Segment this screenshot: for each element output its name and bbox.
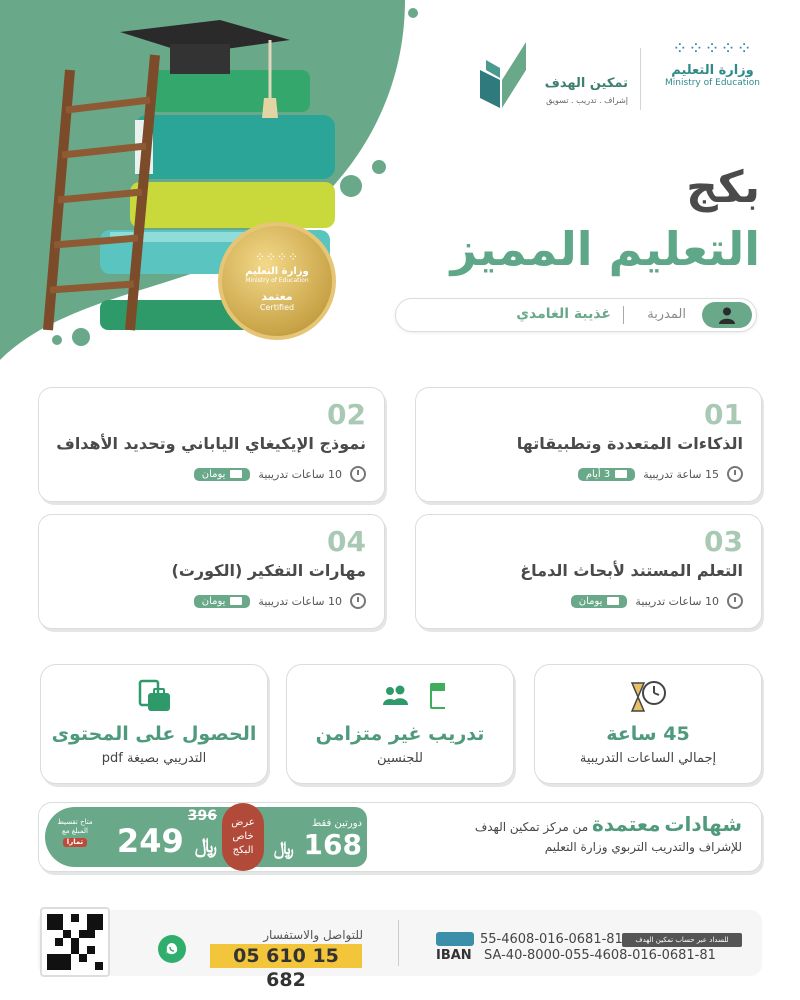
course-hours: 15 ساعة تدريبية — [643, 467, 719, 481]
installment-note — [50, 818, 100, 847]
ministry-logo — [655, 38, 770, 88]
account-number: 55-4608-016-0681-81 — [480, 932, 623, 947]
course-meta — [194, 466, 366, 482]
course-number: 02 — [327, 398, 366, 431]
trainer-name: غذيبة الغامدي — [516, 306, 611, 322]
files-briefcase-icon — [134, 679, 174, 715]
qr-code-icon — [47, 914, 103, 970]
certificates-highlight: معتمدة — [591, 812, 661, 836]
course-days-badge — [194, 595, 251, 608]
course-card-03 — [415, 514, 762, 629]
course-card-02 — [38, 387, 385, 502]
certificates-text — [475, 812, 742, 854]
contact-phone[interactable]: 05 610 15 682 — [210, 944, 362, 968]
course-days: يومان — [201, 468, 226, 480]
book-icon — [230, 597, 242, 605]
course-hours: 10 ساعات تدريبية — [258, 594, 342, 608]
center-tagline: إشراف . تدريب . تسويق — [546, 96, 628, 105]
seal-ministry-en: Ministry of Education — [245, 277, 309, 284]
trainer-divider — [623, 306, 624, 324]
book-icon — [607, 597, 619, 605]
whatsapp-icon[interactable] — [158, 935, 186, 963]
feature-title: 45 ساعة — [606, 723, 690, 745]
feature-title: تدريب غير متزامن — [315, 723, 485, 745]
course-days-badge — [578, 468, 635, 481]
calendar-people-icon — [355, 679, 445, 715]
contact-divider — [398, 920, 399, 966]
course-days: يومان — [201, 595, 226, 607]
feature-pdf-content — [40, 664, 268, 784]
moe-dots-icon: ⁘⁘⁘⁘ — [254, 250, 300, 264]
account-badge: للسداد عبر حساب تمكين الهدف — [622, 933, 742, 947]
package-label: بكج — [686, 162, 760, 213]
course-name: الذكاءات المتعددة وتطبيقاتها — [516, 434, 743, 453]
course-number: 03 — [704, 525, 743, 558]
course-meta — [194, 593, 366, 609]
course-hours: 10 ساعات تدريبية — [258, 467, 342, 481]
course-name: مهارات التفكير (الكورت) — [171, 561, 366, 580]
person-icon — [702, 302, 752, 328]
contact-title: للتواصل والاستفسار — [263, 928, 363, 942]
course-days-badge — [194, 468, 251, 481]
feature-title: الحصول على المحتوى — [51, 723, 257, 745]
feature-subtitle: للجنسين — [377, 751, 423, 766]
book-icon — [615, 470, 627, 478]
clock-icon — [727, 593, 743, 609]
course-meta — [571, 593, 743, 609]
book-icon — [230, 470, 242, 478]
hourglass-clock-icon — [628, 679, 668, 715]
course-name: نموذج الإيكيغاي الياباني وتحديد الأهداف — [56, 434, 366, 453]
clock-icon — [727, 466, 743, 482]
iban-number: SA-40-8000-055-4608-016-0681-81 — [484, 948, 716, 963]
trainer-pill — [395, 298, 757, 332]
course-card-01 — [415, 387, 762, 502]
course-name: التعلم المستند لأبحاث الدماغ — [520, 561, 743, 580]
two-courses-price — [272, 818, 362, 865]
seal-certified-en: Certified — [259, 303, 295, 312]
feature-subtitle: إجمالي الساعات التدريبية — [579, 751, 717, 766]
center-logo — [478, 40, 628, 110]
center-name-ar: تمكين الهدف — [544, 76, 628, 91]
iban-label: IBAN — [436, 948, 472, 963]
old-price: 396 — [187, 808, 217, 824]
two-courses-amount: 168 ﷼ — [273, 828, 362, 861]
special-offer-badge: عرض خاص البكج — [222, 803, 264, 871]
course-number: 01 — [704, 398, 743, 431]
feature-subtitle: التدريبي بصيغة pdf — [101, 751, 207, 766]
feature-total-hours — [534, 664, 762, 784]
decor-dot — [372, 160, 386, 174]
course-number: 04 — [327, 525, 366, 558]
course-card-04 — [38, 514, 385, 629]
certificates-line1 — [475, 812, 742, 836]
two-courses-caption: دورتين فقط — [311, 818, 362, 829]
ministry-name-en: Ministry of Education — [665, 78, 760, 88]
installment-brand: تمارا — [63, 838, 87, 847]
certificates-source: من مركز تمكين الهدف — [474, 820, 589, 834]
course-days-badge — [571, 595, 628, 608]
center-logo-icon — [478, 40, 528, 110]
certificates-prefix: شهادات — [664, 812, 742, 836]
course-meta — [578, 466, 743, 482]
package-title: التعليم المميز — [450, 222, 760, 276]
package-price — [105, 808, 217, 862]
seal-certified-ar: معتمد — [261, 290, 293, 303]
certificates-line2: للإشراف والتدريب التربوي وزارة التعليم — [544, 840, 742, 854]
clock-icon — [350, 593, 366, 609]
course-hours: 10 ساعات تدريبية — [635, 594, 719, 608]
certified-seal — [218, 222, 336, 340]
clock-icon — [350, 466, 366, 482]
bank-icon — [436, 932, 474, 946]
ministry-name-ar: وزارة التعليم — [671, 63, 754, 78]
course-days: يومان — [578, 595, 603, 607]
decor-dot — [408, 8, 418, 18]
feature-async-training — [286, 664, 514, 784]
installment-text: متاح تقسيط المبلغ مع — [57, 818, 93, 835]
qr-code[interactable] — [40, 907, 110, 977]
course-days: 3 أيام — [585, 468, 611, 480]
seal-ministry-ar: وزارة التعليم — [245, 266, 309, 277]
trainer-role: المدربة — [647, 307, 686, 322]
logo-divider — [640, 48, 641, 110]
moe-dots-icon: ⁘⁘⁘⁘⁘ — [672, 38, 753, 59]
new-price: 249 ﷼ — [116, 822, 217, 860]
